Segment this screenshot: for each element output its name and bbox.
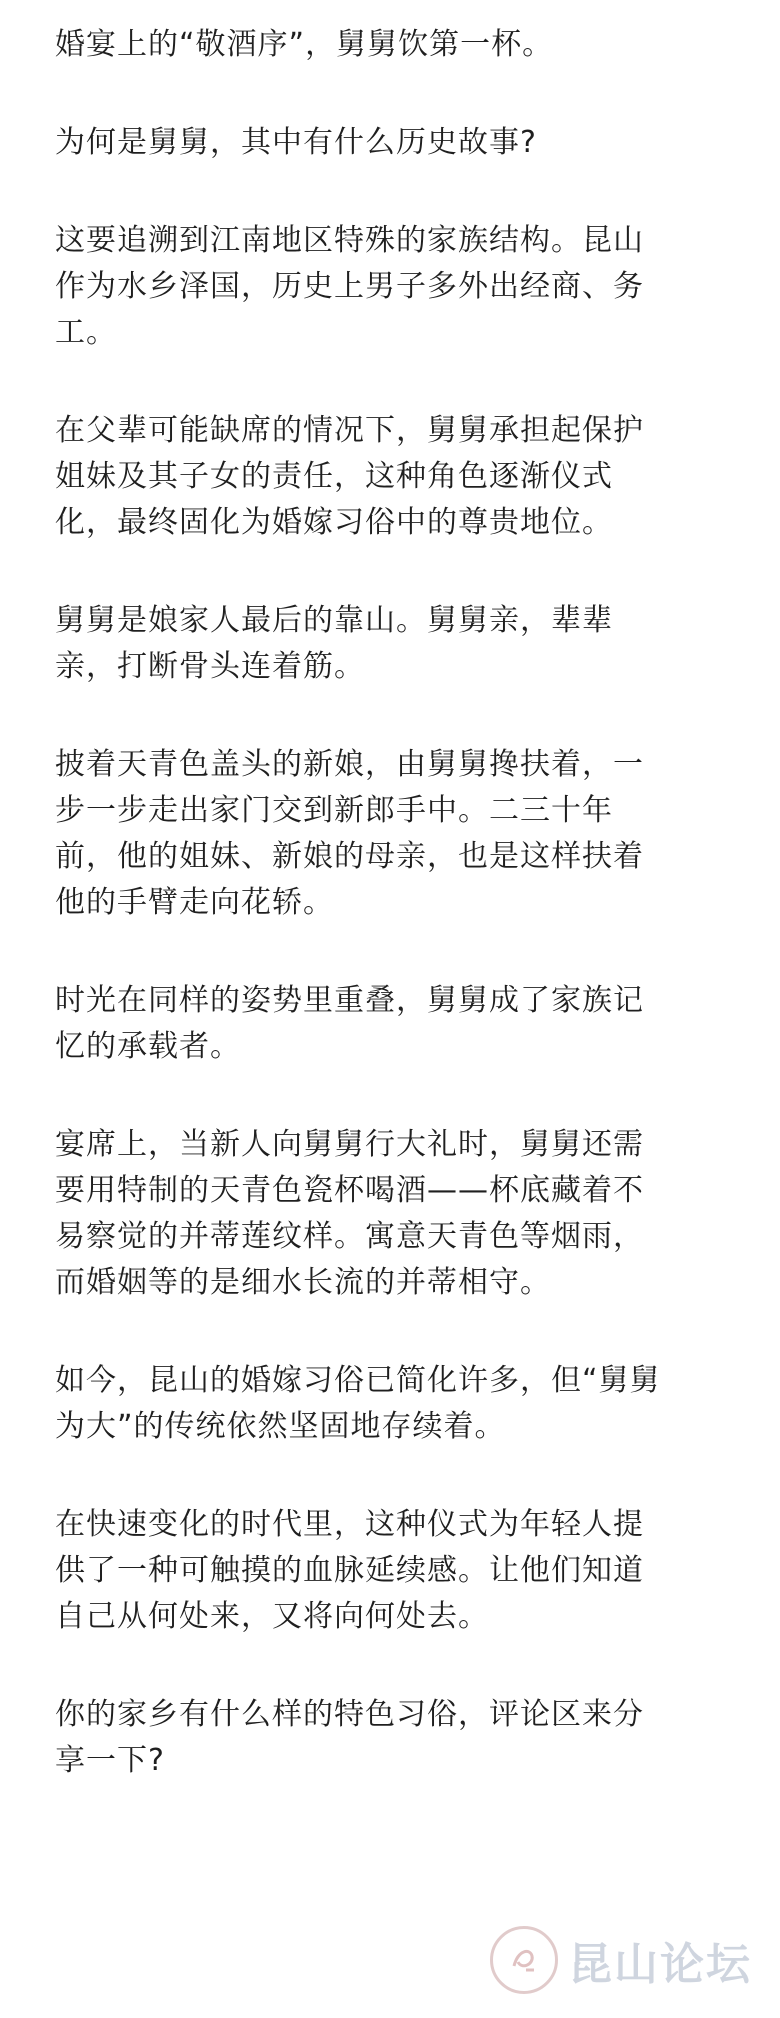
paragraph-line: 宴席上，当新人向舅舅行大礼时，舅舅还需 — [55, 1127, 644, 1162]
paragraph-line: 舅舅是娘家人最后的靠山。舅舅亲，辈辈 — [55, 603, 613, 638]
paragraph — [55, 408, 735, 546]
seal-logo-icon — [490, 1926, 558, 1994]
paragraph — [55, 1692, 735, 1784]
paragraph — [55, 120, 735, 166]
paragraph-line: 供了一种可触摸的血脉延续感。让他们知道 — [55, 1553, 644, 1588]
paragraph-line: 他的手臂走向花轿。 — [55, 885, 334, 920]
paragraph-line: 步一步走出家门交到新郎手中。二三十年 — [55, 793, 613, 828]
article-body — [55, 22, 735, 1836]
paragraph — [55, 1358, 735, 1450]
paragraph-line: 享一下? — [55, 1743, 165, 1778]
paragraph-line: 作为水乡泽国，历史上男子多外出经商、务 — [55, 269, 644, 304]
paragraph-line: 在父辈可能缺席的情况下，舅舅承担起保护 — [55, 413, 644, 448]
paragraph-line: 在快速变化的时代里，这种仪式为年轻人提 — [55, 1507, 644, 1542]
paragraph-line: 易察觉的并蒂莲纹样。寓意天青色等烟雨， — [55, 1219, 644, 1254]
paragraph-line: 婚宴上的“敬酒序”，舅舅饮第一杯。 — [55, 27, 554, 62]
paragraph-line: 时光在同样的姿势里重叠，舅舅成了家族记 — [55, 983, 644, 1018]
paragraph-line: 而婚姻等的是细水长流的并蒂相守。 — [55, 1265, 551, 1300]
paragraph-line: 前，他的姐妹、新娘的母亲，也是这样扶着 — [55, 839, 644, 874]
paragraph-line: 这要追溯到江南地区特殊的家族结构。昆山 — [55, 223, 644, 258]
paragraph-line: 为大”的传统依然坚固地存续着。 — [55, 1409, 506, 1444]
paragraph — [55, 22, 735, 68]
paragraph-line: 为何是舅舅，其中有什么历史故事? — [55, 125, 537, 160]
paragraph — [55, 742, 735, 926]
paragraph — [55, 1502, 735, 1640]
paragraph — [55, 1122, 735, 1306]
paragraph-line: 自己从何处来，又将向何处去。 — [55, 1599, 489, 1634]
paragraph — [55, 598, 735, 690]
paragraph-line: 化，最终固化为婚嫁习俗中的尊贵地位。 — [55, 505, 613, 540]
watermark — [490, 1926, 752, 1994]
paragraph-line: 披着天青色盖头的新娘，由舅舅搀扶着，一 — [55, 747, 644, 782]
paragraph-line: 亲，打断骨头连着筋。 — [55, 649, 365, 684]
paragraph-line: 工。 — [55, 315, 117, 350]
paragraph-line: 你的家乡有什么样的特色习俗，评论区来分 — [55, 1697, 644, 1732]
paragraph-line: 要用特制的天青色瓷杯喝酒——杯底藏着不 — [55, 1173, 644, 1208]
paragraph-line: 如今，昆山的婚嫁习俗已简化许多，但“舅舅 — [55, 1363, 661, 1398]
paragraph — [55, 218, 735, 356]
paragraph-line: 忆的承载者。 — [55, 1029, 241, 1064]
watermark-text: 昆山论坛 — [568, 1939, 752, 1990]
paragraph-line: 姐妹及其子女的责任，这种角色逐渐仪式 — [55, 459, 613, 494]
paragraph — [55, 978, 735, 1070]
